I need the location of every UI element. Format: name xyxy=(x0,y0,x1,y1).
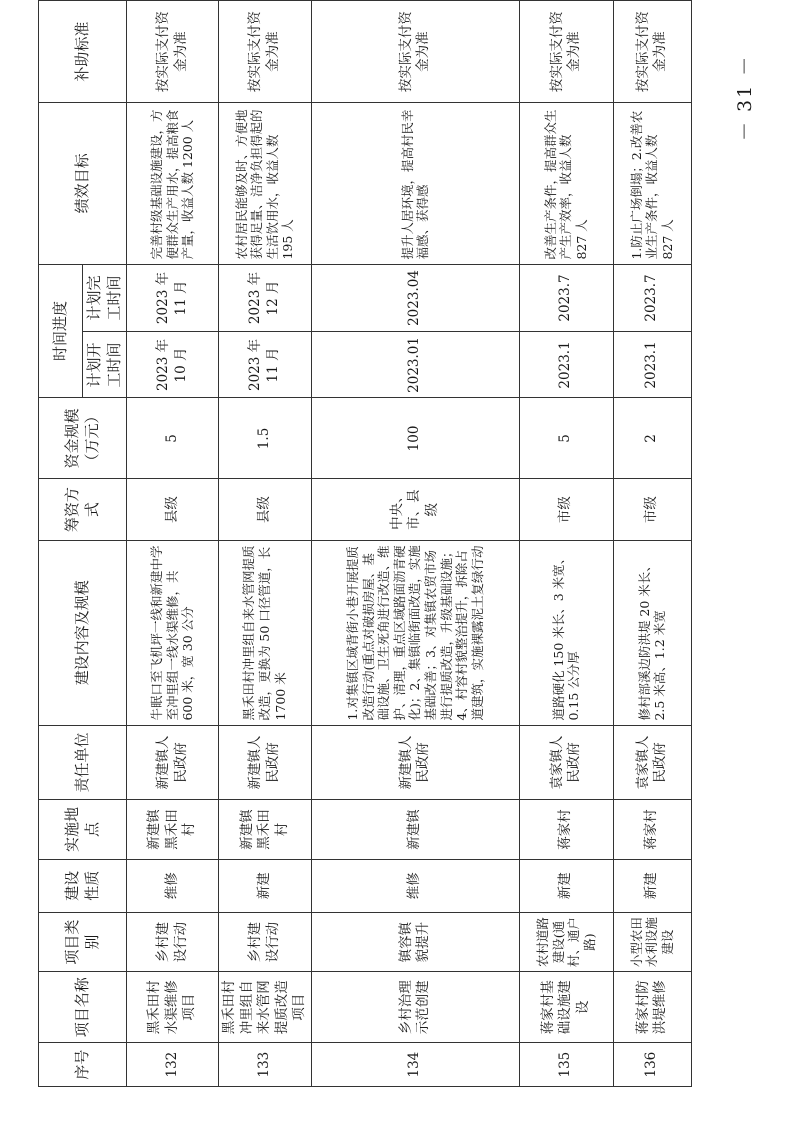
cell-start: 2023.1 xyxy=(613,332,691,398)
cell-funding: 中央、市、县级 xyxy=(311,479,519,540)
cell-start: 2023 年 11 月 xyxy=(219,332,312,398)
cell-scale: 100 xyxy=(311,398,519,479)
cell-no: 133 xyxy=(219,1043,312,1087)
cell-scale: 5 xyxy=(127,398,219,479)
cell-end: 2023.7 xyxy=(519,264,613,332)
cell-standard: 按实际支付资金为准 xyxy=(519,1,613,103)
header-location: 实施地点 xyxy=(39,800,127,859)
table-row xyxy=(219,1,312,1087)
table-row xyxy=(519,1,613,1087)
cell-end: 2023 年 11 月 xyxy=(127,264,219,332)
cell-no: 136 xyxy=(613,1043,691,1087)
header-scale: 资金规模（万元） xyxy=(39,398,127,479)
header-content: 建设内容及规模 xyxy=(39,540,127,725)
header-funding: 筹资方式 xyxy=(39,479,127,540)
cell-no: 132 xyxy=(127,1043,219,1087)
cell-target: 农村居民能够及时、方便地获得足量、洁净负担得起的生活饮用水，收益人数 195 人 xyxy=(219,103,312,264)
cell-nature: 新建 xyxy=(613,859,691,912)
table-row xyxy=(613,1,691,1087)
cell-start: 2023.01 xyxy=(311,332,519,398)
header-name: 项目名称 xyxy=(39,972,127,1043)
header-schedule: 时间进度 xyxy=(39,264,83,398)
cell-category: 农村道路建设(通村、通户路) xyxy=(519,912,613,971)
cell-end: 2023.04 xyxy=(311,264,519,332)
cell-unit: 袁家镇人民政府 xyxy=(519,725,613,800)
cell-category: 小型农田水利设施建设 xyxy=(613,912,691,971)
header-end: 计划完工时间 xyxy=(83,264,127,332)
cell-scale: 1.5 xyxy=(219,398,312,479)
header-standard: 补助标准 xyxy=(39,1,127,103)
cell-category: 乡村建设行动 xyxy=(219,912,312,971)
header-nature: 建设性质 xyxy=(39,859,127,912)
page-number: － 31 － xyxy=(734,54,756,141)
cell-standard: 按实际支付资金为准 xyxy=(219,1,312,103)
header-unit: 责任单位 xyxy=(39,725,127,800)
cell-content: 牛眠口至飞机坪一线和新建中学至冲里组一线水渠维修，共 600 米，宽 30 公分 xyxy=(127,540,219,725)
cell-content: 道路硬化 150 米长、3 米宽、0.15 公分厚 xyxy=(519,540,613,725)
header-target: 绩效目标 xyxy=(39,103,127,264)
cell-start: 2023 年 10 月 xyxy=(127,332,219,398)
header-start: 计划开工时间 xyxy=(83,332,127,398)
cell-funding: 县级 xyxy=(219,479,312,540)
cell-name: 黑禾田村冲里组自来水管网提质改造项目 xyxy=(219,972,312,1043)
cell-unit: 新建镇人民政府 xyxy=(127,725,219,800)
cell-nature: 维修 xyxy=(127,859,219,912)
cell-nature: 新建 xyxy=(519,859,613,912)
cell-end: 2023.7 xyxy=(613,264,691,332)
cell-no: 134 xyxy=(311,1043,519,1087)
cell-end: 2023 年 12 月 xyxy=(219,264,312,332)
cell-target: 改善生产条件，提高群众生产生产效率，收益人数 827 人 xyxy=(519,103,613,264)
cell-nature: 维修 xyxy=(311,859,519,912)
cell-unit: 新建镇人民政府 xyxy=(219,725,312,800)
cell-scale: 2 xyxy=(613,398,691,479)
cell-location: 蒋家村 xyxy=(519,800,613,859)
cell-name: 乡村治理示范创建 xyxy=(311,972,519,1043)
cell-name: 黑禾田村水渠维修项目 xyxy=(127,972,219,1043)
cell-name: 蒋家村基础设施建设 xyxy=(519,972,613,1043)
header-no: 序号 xyxy=(39,1043,127,1087)
cell-category: 乡村建设行动 xyxy=(127,912,219,971)
cell-name: 蒋家村防洪堤维修 xyxy=(613,972,691,1043)
cell-funding: 县级 xyxy=(127,479,219,540)
cell-unit: 新建镇人民政府 xyxy=(311,725,519,800)
cell-standard: 按实际支付资金为准 xyxy=(127,1,219,103)
cell-funding: 市级 xyxy=(613,479,691,540)
cell-standard: 按实际支付资金为准 xyxy=(311,1,519,103)
cell-content: 1.对集镇区域背街小巷开展提质改造行动(重点对破损房屋、基础设施、卫生死角进行改造、维护、清理，重点区域路面沥青硬化)；2、集镇临街面改造，实施基础改善；3、对集镇农贸市场进行提质改造，升级基础设施；4、村容村貌整治提升，拆除占道建筑，实施裸露泥土复绿行动 xyxy=(311,540,519,725)
table-row xyxy=(127,1,219,1087)
cell-target: 1.防止广场倒塌；2.改善农业生产条件，收益人数 827 人 xyxy=(613,103,691,264)
cell-start: 2023.1 xyxy=(519,332,613,398)
cell-content: 修村部溪边防洪堤 20 米长、2.5 米高、1.2 米宽 xyxy=(613,540,691,725)
cell-category: 镇容镇貌提升 xyxy=(311,912,519,971)
table-row xyxy=(311,1,519,1087)
cell-no: 135 xyxy=(519,1043,613,1087)
cell-target: 提升人居环境，提高村民幸福感、获得感 xyxy=(311,103,519,264)
cell-location: 新建镇黑禾田村 xyxy=(219,800,312,859)
cell-scale: 5 xyxy=(519,398,613,479)
project-table xyxy=(38,0,692,1087)
cell-standard: 按实际支付资金为准 xyxy=(613,1,691,103)
cell-location: 新建镇黑禾田村 xyxy=(127,800,219,859)
cell-unit: 袁家镇人民政府 xyxy=(613,725,691,800)
header-category: 项目类别 xyxy=(39,912,127,971)
cell-funding: 市级 xyxy=(519,479,613,540)
cell-location: 新建镇 xyxy=(311,800,519,859)
cell-location: 蒋家村 xyxy=(613,800,691,859)
cell-target: 完善村级基础设施建设，方便群众生产用水，提高粮食产量，收益人数 1200 人 xyxy=(127,103,219,264)
cell-content: 黑禾田村冲里组自来水管网提质改造，更换为 50 口径管道，长 1700 米 xyxy=(219,540,312,725)
cell-nature: 新建 xyxy=(219,859,312,912)
